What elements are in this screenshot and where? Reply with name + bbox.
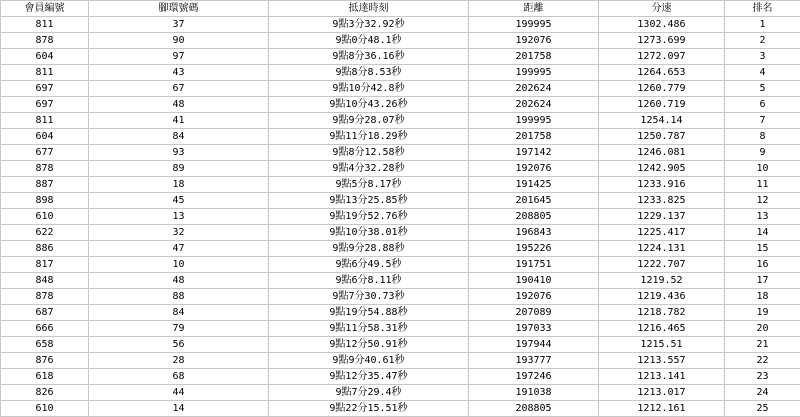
speed-cell: 1224.131 [599,241,725,257]
table-row [1,337,800,353]
rank-cell: 24 [725,385,800,401]
member-id-cell: 604 [1,49,89,65]
header-rank: 排名 [725,1,800,17]
speed-cell: 1260.779 [599,81,725,97]
ring-number-cell: 84 [89,129,269,145]
ring-number-cell: 88 [89,289,269,305]
table-body [1,17,800,417]
arrival-time-cell: 9點8分8.53秒 [269,65,469,81]
arrival-time-cell: 9點10分43.26秒 [269,97,469,113]
distance-cell: 190410 [469,273,599,289]
rank-cell: 20 [725,321,800,337]
ring-number-cell: 44 [89,385,269,401]
arrival-time-cell: 9點22分15.51秒 [269,401,469,417]
rank-cell: 15 [725,241,800,257]
rank-cell: 21 [725,337,800,353]
speed-cell: 1222.707 [599,257,725,273]
table-row [1,385,800,401]
ring-number-cell: 18 [89,177,269,193]
member-id-cell: 677 [1,145,89,161]
member-id-cell: 886 [1,241,89,257]
ring-number-cell: 43 [89,65,269,81]
ring-number-cell: 67 [89,81,269,97]
arrival-time-cell: 9點6分49.5秒 [269,257,469,273]
table-row [1,209,800,225]
table-row [1,241,800,257]
rank-cell: 2 [725,33,800,49]
distance-cell: 195226 [469,241,599,257]
table-row [1,401,800,417]
speed-cell: 1264.653 [599,65,725,81]
member-id-cell: 817 [1,257,89,273]
rank-cell: 1 [725,17,800,33]
table-row [1,289,800,305]
speed-cell: 1229.137 [599,209,725,225]
member-id-cell: 848 [1,273,89,289]
ring-number-cell: 68 [89,369,269,385]
table-row [1,321,800,337]
member-id-cell: 622 [1,225,89,241]
ring-number-cell: 48 [89,273,269,289]
member-id-cell: 666 [1,321,89,337]
member-id-cell: 697 [1,97,89,113]
arrival-time-cell: 9點10分42.8秒 [269,81,469,97]
distance-cell: 208805 [469,209,599,225]
arrival-time-cell: 9點11分58.31秒 [269,321,469,337]
table-row [1,257,800,273]
distance-cell: 199995 [469,17,599,33]
speed-cell: 1219.52 [599,273,725,289]
member-id-cell: 811 [1,17,89,33]
speed-cell: 1212.161 [599,401,725,417]
rank-cell: 4 [725,65,800,81]
table-row [1,305,800,321]
ring-number-cell: 84 [89,305,269,321]
table-row [1,353,800,369]
ring-number-cell: 47 [89,241,269,257]
speed-cell: 1302.486 [599,17,725,33]
arrival-time-cell: 9點12分50.91秒 [269,337,469,353]
distance-cell: 208805 [469,401,599,417]
member-id-cell: 658 [1,337,89,353]
speed-cell: 1233.916 [599,177,725,193]
member-id-cell: 610 [1,209,89,225]
table-row [1,225,800,241]
arrival-time-cell: 9點7分29.4秒 [269,385,469,401]
member-id-cell: 811 [1,65,89,81]
table-row [1,129,800,145]
table-row [1,49,800,65]
member-id-cell: 618 [1,369,89,385]
member-id-cell: 887 [1,177,89,193]
speed-cell: 1260.719 [599,97,725,113]
ring-number-cell: 41 [89,113,269,129]
ring-number-cell: 48 [89,97,269,113]
member-id-cell: 898 [1,193,89,209]
rank-cell: 16 [725,257,800,273]
speed-cell: 1213.141 [599,369,725,385]
rank-cell: 23 [725,369,800,385]
speed-cell: 1246.081 [599,145,725,161]
member-id-cell: 697 [1,81,89,97]
distance-cell: 202624 [469,81,599,97]
distance-cell: 201758 [469,129,599,145]
ring-number-cell: 14 [89,401,269,417]
rank-cell: 6 [725,97,800,113]
distance-cell: 207089 [469,305,599,321]
member-id-cell: 687 [1,305,89,321]
speed-cell: 1242.905 [599,161,725,177]
ring-number-cell: 90 [89,33,269,49]
distance-cell: 201758 [469,49,599,65]
ring-number-cell: 10 [89,257,269,273]
distance-cell: 192076 [469,161,599,177]
header-speed: 分速 [599,1,725,17]
distance-cell: 191038 [469,385,599,401]
table-row [1,145,800,161]
arrival-time-cell: 9點9分28.88秒 [269,241,469,257]
ring-number-cell: 28 [89,353,269,369]
arrival-time-cell: 9點11分18.29秒 [269,129,469,145]
distance-cell: 199995 [469,113,599,129]
ring-number-cell: 93 [89,145,269,161]
arrival-time-cell: 9點9分40.61秒 [269,353,469,369]
rank-cell: 25 [725,401,800,417]
header-ring-number: 腳環號碼 [89,1,269,17]
rank-cell: 11 [725,177,800,193]
distance-cell: 199995 [469,65,599,81]
distance-cell: 196843 [469,225,599,241]
table-row [1,65,800,81]
speed-cell: 1250.787 [599,129,725,145]
header-member-id: 會員編號 [1,1,89,17]
table-row [1,177,800,193]
member-id-cell: 878 [1,289,89,305]
speed-cell: 1213.557 [599,353,725,369]
table-row [1,81,800,97]
header-row [1,1,800,17]
distance-cell: 192076 [469,33,599,49]
arrival-time-cell: 9點19分52.76秒 [269,209,469,225]
speed-cell: 1213.017 [599,385,725,401]
table-row [1,193,800,209]
ring-number-cell: 37 [89,17,269,33]
arrival-time-cell: 9點10分38.01秒 [269,225,469,241]
ring-number-cell: 13 [89,209,269,225]
table-row [1,161,800,177]
table-row [1,369,800,385]
arrival-time-cell: 9點9分28.07秒 [269,113,469,129]
distance-cell: 197246 [469,369,599,385]
distance-cell: 197142 [469,145,599,161]
rank-cell: 14 [725,225,800,241]
distance-cell: 197033 [469,321,599,337]
rank-cell: 7 [725,113,800,129]
ring-number-cell: 32 [89,225,269,241]
distance-cell: 193777 [469,353,599,369]
member-id-cell: 604 [1,129,89,145]
speed-cell: 1233.825 [599,193,725,209]
rank-cell: 12 [725,193,800,209]
arrival-time-cell: 9點4分32.28秒 [269,161,469,177]
member-id-cell: 826 [1,385,89,401]
distance-cell: 191425 [469,177,599,193]
rank-cell: 10 [725,161,800,177]
arrival-time-cell: 9點8分12.58秒 [269,145,469,161]
ring-number-cell: 89 [89,161,269,177]
table-row [1,17,800,33]
rank-cell: 19 [725,305,800,321]
rank-cell: 8 [725,129,800,145]
speed-cell: 1218.782 [599,305,725,321]
ring-number-cell: 56 [89,337,269,353]
arrival-time-cell: 9點13分25.85秒 [269,193,469,209]
ring-number-cell: 79 [89,321,269,337]
speed-cell: 1273.699 [599,33,725,49]
table-row [1,113,800,129]
distance-cell: 201645 [469,193,599,209]
distance-cell: 191751 [469,257,599,273]
arrival-time-cell: 9點19分54.88秒 [269,305,469,321]
speed-cell: 1225.417 [599,225,725,241]
member-id-cell: 610 [1,401,89,417]
table-row [1,273,800,289]
table-row [1,97,800,113]
arrival-time-cell: 9點6分8.11秒 [269,273,469,289]
arrival-time-cell: 9點7分30.73秒 [269,289,469,305]
arrival-time-cell: 9點12分35.47秒 [269,369,469,385]
rank-cell: 22 [725,353,800,369]
distance-cell: 192076 [469,289,599,305]
arrival-time-cell: 9點0分48.1秒 [269,33,469,49]
rank-cell: 18 [725,289,800,305]
speed-cell: 1254.14 [599,113,725,129]
rank-cell: 3 [725,49,800,65]
rank-cell: 13 [725,209,800,225]
distance-cell: 197944 [469,337,599,353]
member-id-cell: 811 [1,113,89,129]
speed-cell: 1219.436 [599,289,725,305]
rank-cell: 9 [725,145,800,161]
arrival-time-cell: 9點3分32.92秒 [269,17,469,33]
speed-cell: 1272.097 [599,49,725,65]
distance-cell: 202624 [469,97,599,113]
member-id-cell: 878 [1,161,89,177]
member-id-cell: 878 [1,33,89,49]
speed-cell: 1215.51 [599,337,725,353]
ring-number-cell: 45 [89,193,269,209]
header-arrival-time: 抵達時刻 [269,1,469,17]
arrival-time-cell: 9點5分8.17秒 [269,177,469,193]
header-distance: 距離 [469,1,599,17]
ring-number-cell: 97 [89,49,269,65]
arrival-time-cell: 9點8分36.16秒 [269,49,469,65]
speed-cell: 1216.465 [599,321,725,337]
rank-cell: 17 [725,273,800,289]
rank-cell: 5 [725,81,800,97]
member-id-cell: 876 [1,353,89,369]
table-row [1,33,800,49]
